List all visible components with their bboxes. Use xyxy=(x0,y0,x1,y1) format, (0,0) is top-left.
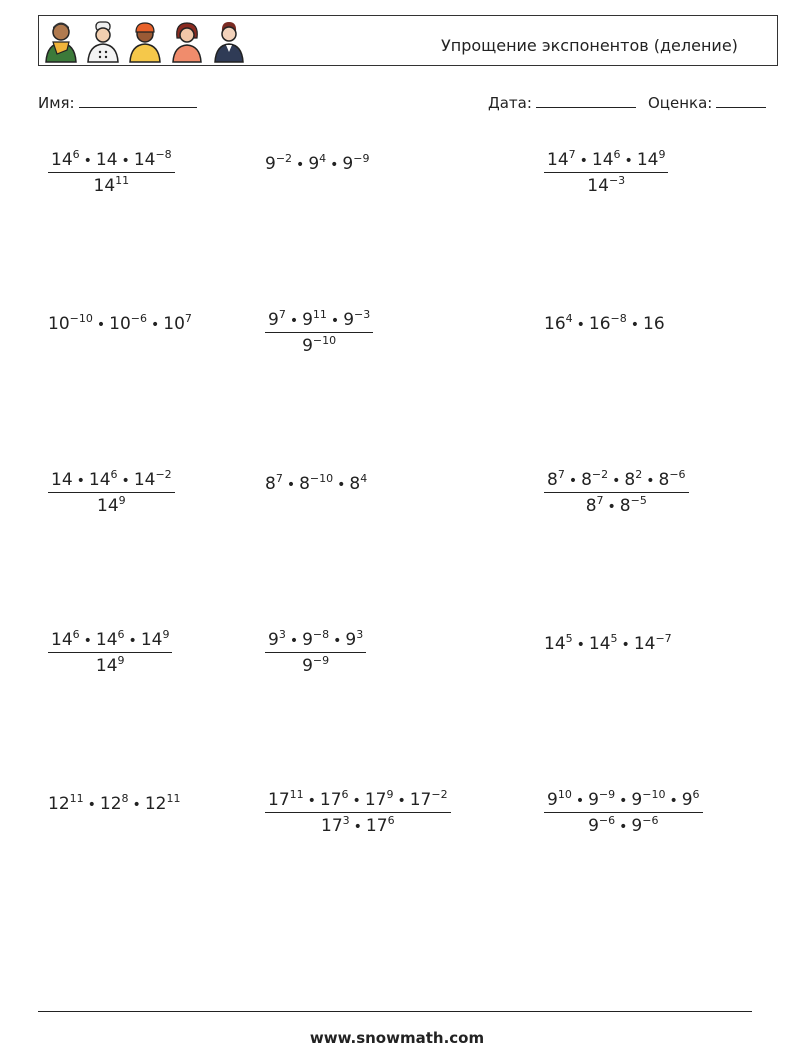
base: 9 xyxy=(302,656,313,676)
fraction xyxy=(48,148,175,196)
denominator xyxy=(544,173,668,196)
worksheet-title: Упрощение экспонентов (деление) xyxy=(441,36,738,55)
exponent: −9 xyxy=(353,152,370,165)
base: 14 xyxy=(633,634,656,654)
expression xyxy=(265,472,367,494)
numerator xyxy=(265,788,451,813)
exponent: 6 xyxy=(613,148,621,161)
multiply-dot: • xyxy=(621,637,630,653)
base: 9 xyxy=(342,154,354,174)
base: 14 xyxy=(95,656,118,676)
problem-9 xyxy=(544,468,689,516)
fraction xyxy=(48,468,175,516)
base: 14 xyxy=(51,150,73,170)
base: 10 xyxy=(109,314,131,334)
date-blank[interactable] xyxy=(536,93,636,108)
numerator xyxy=(544,148,668,173)
exponent: 6 xyxy=(692,788,700,801)
base: 9 xyxy=(588,816,599,836)
exponent: −5 xyxy=(630,494,647,507)
base: 16 xyxy=(643,314,665,334)
exponent: 10 xyxy=(557,788,572,801)
multiply-dot: • xyxy=(568,473,578,489)
base: 14 xyxy=(587,176,609,196)
name-label: Имя: xyxy=(38,94,75,112)
multiply-dot: • xyxy=(576,317,585,333)
base: 8 xyxy=(624,470,636,490)
denominator xyxy=(48,653,172,676)
exponent: 6 xyxy=(387,814,395,827)
exponent: 5 xyxy=(610,632,618,645)
problem-13 xyxy=(48,792,180,814)
exponent: −9 xyxy=(312,654,330,667)
expression xyxy=(48,792,180,814)
base: 9 xyxy=(268,630,279,650)
problem-11 xyxy=(265,628,366,676)
base: 14 xyxy=(547,150,569,170)
denominator xyxy=(48,173,175,196)
multiply-dot: • xyxy=(128,633,137,649)
date-field[interactable] xyxy=(488,93,636,112)
multiply-dot: • xyxy=(132,797,141,813)
base: 14 xyxy=(544,634,566,654)
multiply-dot: • xyxy=(669,793,678,809)
problem-10 xyxy=(48,628,172,676)
exponent: −6 xyxy=(669,468,686,481)
multiply-dot: • xyxy=(330,157,339,173)
base: 14 xyxy=(140,630,163,650)
base: 12 xyxy=(48,794,70,814)
base: 14 xyxy=(93,176,116,196)
base: 9 xyxy=(302,310,313,330)
numerator xyxy=(265,628,366,653)
multiply-dot: • xyxy=(83,153,92,169)
multiply-dot: • xyxy=(96,317,106,333)
base: 17 xyxy=(409,790,432,810)
expression xyxy=(265,152,369,174)
exponent: 11 xyxy=(166,792,181,805)
exponent: 6 xyxy=(72,148,80,161)
base: 17 xyxy=(364,790,387,810)
denominator xyxy=(48,493,175,516)
exponent: 7 xyxy=(568,148,576,161)
exponent: 4 xyxy=(360,472,368,485)
multiply-dot: • xyxy=(575,793,585,809)
exponent: 3 xyxy=(278,628,286,641)
multiply-dot: • xyxy=(121,153,130,169)
multiply-dot: • xyxy=(612,473,621,489)
exponent: −10 xyxy=(312,334,337,347)
exponent: −2 xyxy=(591,468,609,481)
base: 9 xyxy=(631,816,643,836)
exponent: 3 xyxy=(356,628,364,641)
denominator xyxy=(265,813,451,836)
exponent: −10 xyxy=(309,472,334,485)
base: 10 xyxy=(163,314,185,334)
exponent: 7 xyxy=(557,468,565,481)
base: 14 xyxy=(588,634,611,654)
exponent: 9 xyxy=(658,148,666,161)
multiply-dot: • xyxy=(353,819,362,835)
footer-divider xyxy=(38,1011,752,1012)
base: 14 xyxy=(133,470,156,490)
exponent: −2 xyxy=(431,788,448,801)
chef-icon xyxy=(85,20,121,64)
exponent: −7 xyxy=(655,632,672,645)
exponent: 4 xyxy=(565,312,573,325)
person-orange-hat-icon xyxy=(127,20,163,64)
exponent: −8 xyxy=(155,148,172,161)
base: 17 xyxy=(321,816,343,836)
problem-14 xyxy=(265,788,451,836)
multiply-dot: • xyxy=(646,473,655,489)
base: 9 xyxy=(268,310,279,330)
exponent: −6 xyxy=(642,814,659,827)
base: 14 xyxy=(51,630,73,650)
multiply-dot: • xyxy=(76,473,85,489)
exponent: 9 xyxy=(117,654,125,667)
exponent: −6 xyxy=(130,312,147,325)
multiply-dot: • xyxy=(150,317,160,333)
base: 17 xyxy=(268,790,290,810)
exponent: 9 xyxy=(118,494,126,507)
base: 8 xyxy=(265,474,276,494)
multiply-dot: • xyxy=(619,793,628,809)
base: 8 xyxy=(349,474,361,494)
base: 9 xyxy=(308,154,320,174)
multiply-dot: • xyxy=(289,313,299,329)
base: 14 xyxy=(591,150,614,170)
fraction xyxy=(265,308,373,356)
multiply-dot: • xyxy=(337,477,346,493)
base: 9 xyxy=(547,790,558,810)
numerator xyxy=(544,468,689,493)
denominator xyxy=(544,493,689,516)
exponent: 6 xyxy=(110,468,118,481)
base: 8 xyxy=(299,474,310,494)
exponent: 11 xyxy=(115,174,130,187)
avatar-row xyxy=(43,20,247,64)
exponent: −2 xyxy=(155,468,172,481)
exponent: −6 xyxy=(598,814,616,827)
person-scarf-icon xyxy=(43,20,79,64)
base: 14 xyxy=(51,470,73,490)
base: 9 xyxy=(588,790,599,810)
exponent: −3 xyxy=(608,174,626,187)
multiply-dot: • xyxy=(307,793,316,809)
fraction xyxy=(544,148,668,196)
base: 17 xyxy=(319,790,342,810)
base: 12 xyxy=(99,794,122,814)
grade-label: Оценка: xyxy=(648,94,713,112)
multiply-dot: • xyxy=(289,633,299,649)
multiply-dot: • xyxy=(624,153,633,169)
multiply-dot: • xyxy=(121,473,130,489)
exponent: 5 xyxy=(565,632,573,645)
multiply-dot: • xyxy=(83,633,92,649)
footer-url: www.snowmath.com xyxy=(309,1029,485,1047)
date-label: Дата: xyxy=(488,94,532,112)
base: 14 xyxy=(95,630,118,650)
exponent: 2 xyxy=(635,468,643,481)
exponent: 3 xyxy=(342,814,350,827)
base: 17 xyxy=(365,816,388,836)
base: 8 xyxy=(547,470,558,490)
base: 9 xyxy=(631,790,643,810)
base: 9 xyxy=(681,790,693,810)
person-suit-icon xyxy=(211,20,247,64)
multiply-dot: • xyxy=(579,153,588,169)
problem-3 xyxy=(544,148,668,196)
exponent: −2 xyxy=(275,152,293,165)
fraction xyxy=(265,628,366,676)
exponent: −3 xyxy=(354,308,371,321)
exponent: 9 xyxy=(386,788,394,801)
base: 16 xyxy=(544,314,566,334)
exponent: −8 xyxy=(610,312,627,325)
multiply-dot: • xyxy=(87,797,96,813)
base: 8 xyxy=(585,496,597,516)
base: 14 xyxy=(88,470,111,490)
base: 14 xyxy=(97,496,119,516)
numerator xyxy=(265,308,373,333)
expression xyxy=(544,632,672,654)
grade-field[interactable] xyxy=(648,93,766,112)
denominator xyxy=(544,813,703,836)
problem-6 xyxy=(544,312,665,334)
exponent: −10 xyxy=(642,788,666,801)
numerator xyxy=(544,788,703,813)
base: 9 xyxy=(345,630,357,650)
grade-blank[interactable] xyxy=(716,93,766,108)
multiply-dot: • xyxy=(296,157,305,173)
exponent: −9 xyxy=(598,788,616,801)
multiply-dot: • xyxy=(352,793,361,809)
exponent: 7 xyxy=(278,308,286,321)
problem-7 xyxy=(48,468,175,516)
base: 9 xyxy=(265,154,276,174)
problem-1 xyxy=(48,148,175,196)
fraction xyxy=(48,628,172,676)
multiply-dot: • xyxy=(286,477,296,493)
exponent: 11 xyxy=(69,792,84,805)
multiply-dot: • xyxy=(333,633,342,649)
exponent: 7 xyxy=(275,472,283,485)
exponent: 7 xyxy=(184,312,192,325)
denominator xyxy=(265,333,373,356)
base: 10 xyxy=(48,314,70,334)
base: 9 xyxy=(302,336,313,356)
problem-15 xyxy=(544,788,703,836)
expression xyxy=(48,312,192,334)
exponent: 11 xyxy=(289,788,304,801)
multiply-dot: • xyxy=(330,313,340,329)
fraction xyxy=(544,788,703,836)
multiply-dot: • xyxy=(630,317,640,333)
name-blank[interactable] xyxy=(79,93,197,108)
exponent: 11 xyxy=(312,308,327,321)
base: 8 xyxy=(658,470,670,490)
base: 14 xyxy=(636,150,659,170)
expression xyxy=(544,312,665,334)
base: 9 xyxy=(343,310,355,330)
base: 14 xyxy=(95,150,118,170)
numerator xyxy=(48,468,175,493)
person-red-hair-icon xyxy=(169,20,205,64)
base: 16 xyxy=(588,314,611,334)
exponent: 7 xyxy=(596,494,604,507)
exponent: 8 xyxy=(121,792,129,805)
numerator xyxy=(48,148,175,173)
multiply-dot: • xyxy=(607,499,616,515)
base: 14 xyxy=(133,150,156,170)
base: 8 xyxy=(581,470,592,490)
exponent: 6 xyxy=(341,788,349,801)
problem-2 xyxy=(265,152,369,174)
exponent: −8 xyxy=(312,628,330,641)
exponent: 6 xyxy=(117,628,125,641)
exponent: 9 xyxy=(162,628,170,641)
name-field[interactable] xyxy=(38,93,197,112)
exponent: 6 xyxy=(72,628,80,641)
exponent: 4 xyxy=(319,152,327,165)
exponent: −10 xyxy=(69,312,93,325)
base: 8 xyxy=(619,496,631,516)
denominator xyxy=(265,653,366,676)
problem-5 xyxy=(265,308,373,356)
numerator xyxy=(48,628,172,653)
problem-4 xyxy=(48,312,192,334)
worksheet-header xyxy=(38,15,778,66)
multiply-dot: • xyxy=(397,793,406,809)
fraction xyxy=(265,788,451,836)
fraction xyxy=(544,468,689,516)
base: 12 xyxy=(144,794,167,814)
base: 9 xyxy=(302,630,313,650)
problem-12 xyxy=(544,632,672,654)
multiply-dot: • xyxy=(619,819,628,835)
problem-8 xyxy=(265,472,367,494)
multiply-dot: • xyxy=(576,637,585,653)
